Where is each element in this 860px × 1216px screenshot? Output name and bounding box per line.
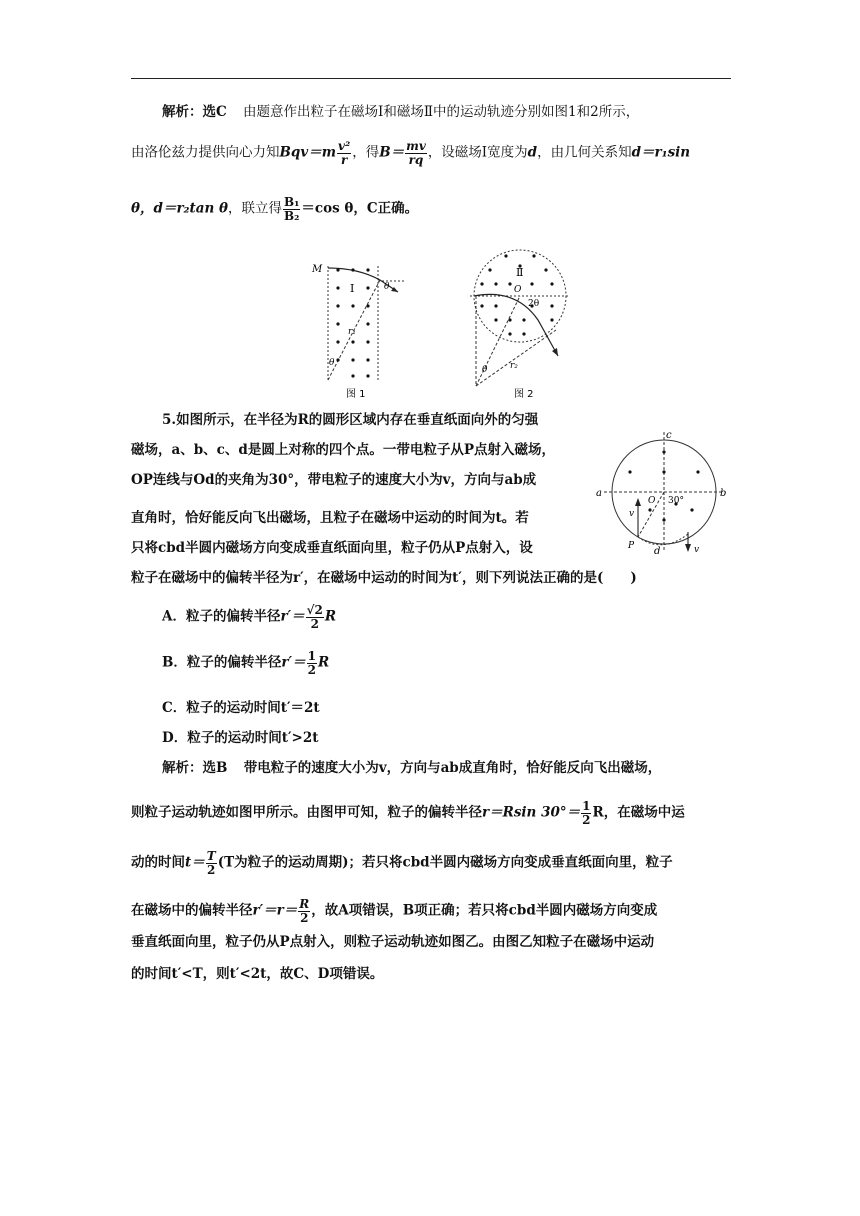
fraction: [283, 196, 300, 222]
numerator: 1: [307, 649, 316, 663]
label-v-right: v: [694, 545, 700, 555]
equation: Bqv＝m: [279, 144, 336, 161]
solution-label: 解析：: [162, 104, 203, 120]
numerator: mv: [406, 139, 426, 153]
text: (T为粒子的运动周期)；若只将cbd半圆内磁场方向变成垂直纸面向里，粒子: [217, 854, 673, 871]
denominator: 2: [207, 862, 216, 877]
variable: d: [527, 144, 538, 161]
text: ，设磁场Ⅰ宽度为: [427, 144, 528, 161]
text: 在磁场中的偏转半径: [131, 902, 253, 919]
fraction: [307, 650, 317, 676]
figure-3: [596, 426, 736, 558]
option-d: D．粒子的运动时间t′>2t: [162, 730, 319, 746]
sol1-text: 由题意作出粒子在磁场Ⅰ和磁场Ⅱ中的运动轨迹分别如图1和2所示，: [243, 104, 640, 120]
text: A．粒子的偏转半径: [162, 608, 281, 625]
solution-choice: 选B: [202, 760, 228, 776]
solution-choice: 选C: [202, 104, 227, 120]
text: 由洛伦兹力提供向心力知: [131, 144, 280, 161]
text: ＝cos θ，C正确。: [301, 200, 419, 217]
q5-line-3: OP连线与Od的夹角为30°，带电粒子的速度大小为v，方向与ab成: [131, 472, 537, 488]
denominator: B₂: [283, 208, 300, 223]
label-theta: θ: [482, 365, 488, 375]
option-c: C．粒子的运动时间t′＝2t: [162, 700, 320, 716]
numerator: R: [299, 897, 310, 911]
variable: R: [324, 608, 337, 625]
fraction: [405, 140, 427, 166]
figure-2-caption: 图 2: [514, 389, 534, 400]
denominator: 2: [310, 616, 319, 631]
label-O: O: [648, 496, 656, 506]
sol2-line3: [131, 850, 673, 876]
figure-1-caption: 图 1: [346, 389, 366, 400]
label-v-left: v: [629, 509, 635, 519]
denominator: rq: [408, 152, 424, 167]
sol2-line4: [131, 898, 657, 924]
label-region-I: Ⅰ: [350, 282, 355, 295]
label-d: d: [654, 546, 661, 557]
sol2-line6: 的时间t′<T，则t′<2t，故C、D项错误。: [131, 966, 384, 982]
figure-1: [308, 258, 408, 400]
equation: θ，d＝r₂tan θ: [131, 200, 228, 217]
q5-line-6: 粒子在磁场中的偏转半径为r′，在磁场中运动的时间为t′，则下列说法正确的是( ): [131, 570, 637, 586]
option-a: [162, 604, 336, 630]
q5-line-5: 只将cbd半圆内磁场方向变成垂直纸面向里，粒子仍从P点射入，设: [131, 540, 533, 556]
text: ，联立得: [227, 200, 282, 217]
text: 则粒子运动轨迹如图甲所示。由图甲可知，粒子的偏转半径: [131, 804, 482, 821]
label-b: b: [720, 488, 727, 499]
figure-1-svg: [308, 258, 408, 400]
fraction: [337, 140, 351, 166]
label-region-II: Ⅱ: [516, 266, 524, 279]
label-M: M: [312, 264, 323, 275]
sol2-line2: [131, 800, 685, 826]
q5-line-2: 磁场，a、b、c、d是圆上对称的四个点。一带电粒子从P点射入磁场，: [131, 442, 555, 458]
solution-label: 解析：: [162, 760, 203, 776]
numerator: v²: [337, 139, 351, 153]
label-c: c: [666, 430, 672, 441]
figure-2-svg: [466, 240, 576, 400]
denominator: 2: [300, 910, 309, 925]
text: B．粒子的偏转半径: [162, 654, 282, 671]
equation: r′＝: [281, 654, 306, 671]
equation: r′＝r＝: [252, 902, 298, 919]
label-theta-top: θ: [384, 282, 390, 292]
label-a: a: [596, 488, 602, 499]
label-r2: r₂: [510, 361, 518, 371]
numerator: T: [206, 849, 216, 863]
figure-2: [466, 240, 576, 400]
sol1-line1: [162, 106, 639, 120]
numerator: B₁: [283, 195, 300, 209]
sol1-line3: [131, 196, 418, 222]
equation: d＝r₁sin: [631, 144, 691, 161]
sol2-text: 带电粒子的速度大小为v，方向与ab成直角时，恰好能反向飞出磁场，: [243, 760, 662, 776]
label-r1: r₁: [348, 327, 356, 337]
fraction: [298, 898, 310, 924]
variable: R: [317, 654, 330, 671]
label-P: P: [628, 541, 635, 551]
denominator: 2: [582, 812, 591, 827]
option-b: [162, 650, 329, 676]
label-theta-bottom: θ: [329, 358, 335, 368]
figure-3-svg: [596, 426, 736, 558]
numerator: √2: [306, 603, 323, 617]
label-angle: 30°: [668, 496, 684, 506]
text: ，得: [352, 144, 380, 161]
equation: t＝: [185, 854, 205, 871]
sol2-line1: [162, 762, 661, 776]
text: R，在磁场中运: [592, 804, 685, 821]
top-rule: [131, 78, 731, 79]
text: ，故A项错误，B项正确；若只将cbd半圆内磁场方向变成: [311, 902, 658, 919]
equation: r＝Rsin 30°＝: [482, 804, 581, 821]
sol1-line2: [131, 140, 690, 166]
fraction: [306, 604, 324, 630]
denominator: r: [340, 152, 348, 167]
fraction: [581, 800, 591, 826]
label-two-theta: 2θ: [528, 299, 540, 309]
sol2-line5: 垂直纸面向里，粒子仍从P点射入，则粒子运动轨迹如图乙。由图乙知粒子在磁场中运动: [131, 934, 655, 950]
text: 动的时间: [131, 854, 185, 871]
q5-line-4: 直角时，恰好能反向飞出磁场，且粒子在磁场中运动的时间为t。若: [131, 510, 529, 526]
equation: r′＝: [280, 608, 305, 625]
label-O: O: [514, 285, 522, 295]
q5-line-1: 5.如图所示，在半径为R的圆形区域内存在垂直纸面向外的匀强: [162, 412, 539, 428]
numerator: 1: [582, 799, 591, 813]
equation: B＝: [379, 144, 405, 161]
fraction: [206, 850, 217, 876]
denominator: 2: [307, 662, 316, 677]
text: ，由几何关系知: [537, 144, 632, 161]
